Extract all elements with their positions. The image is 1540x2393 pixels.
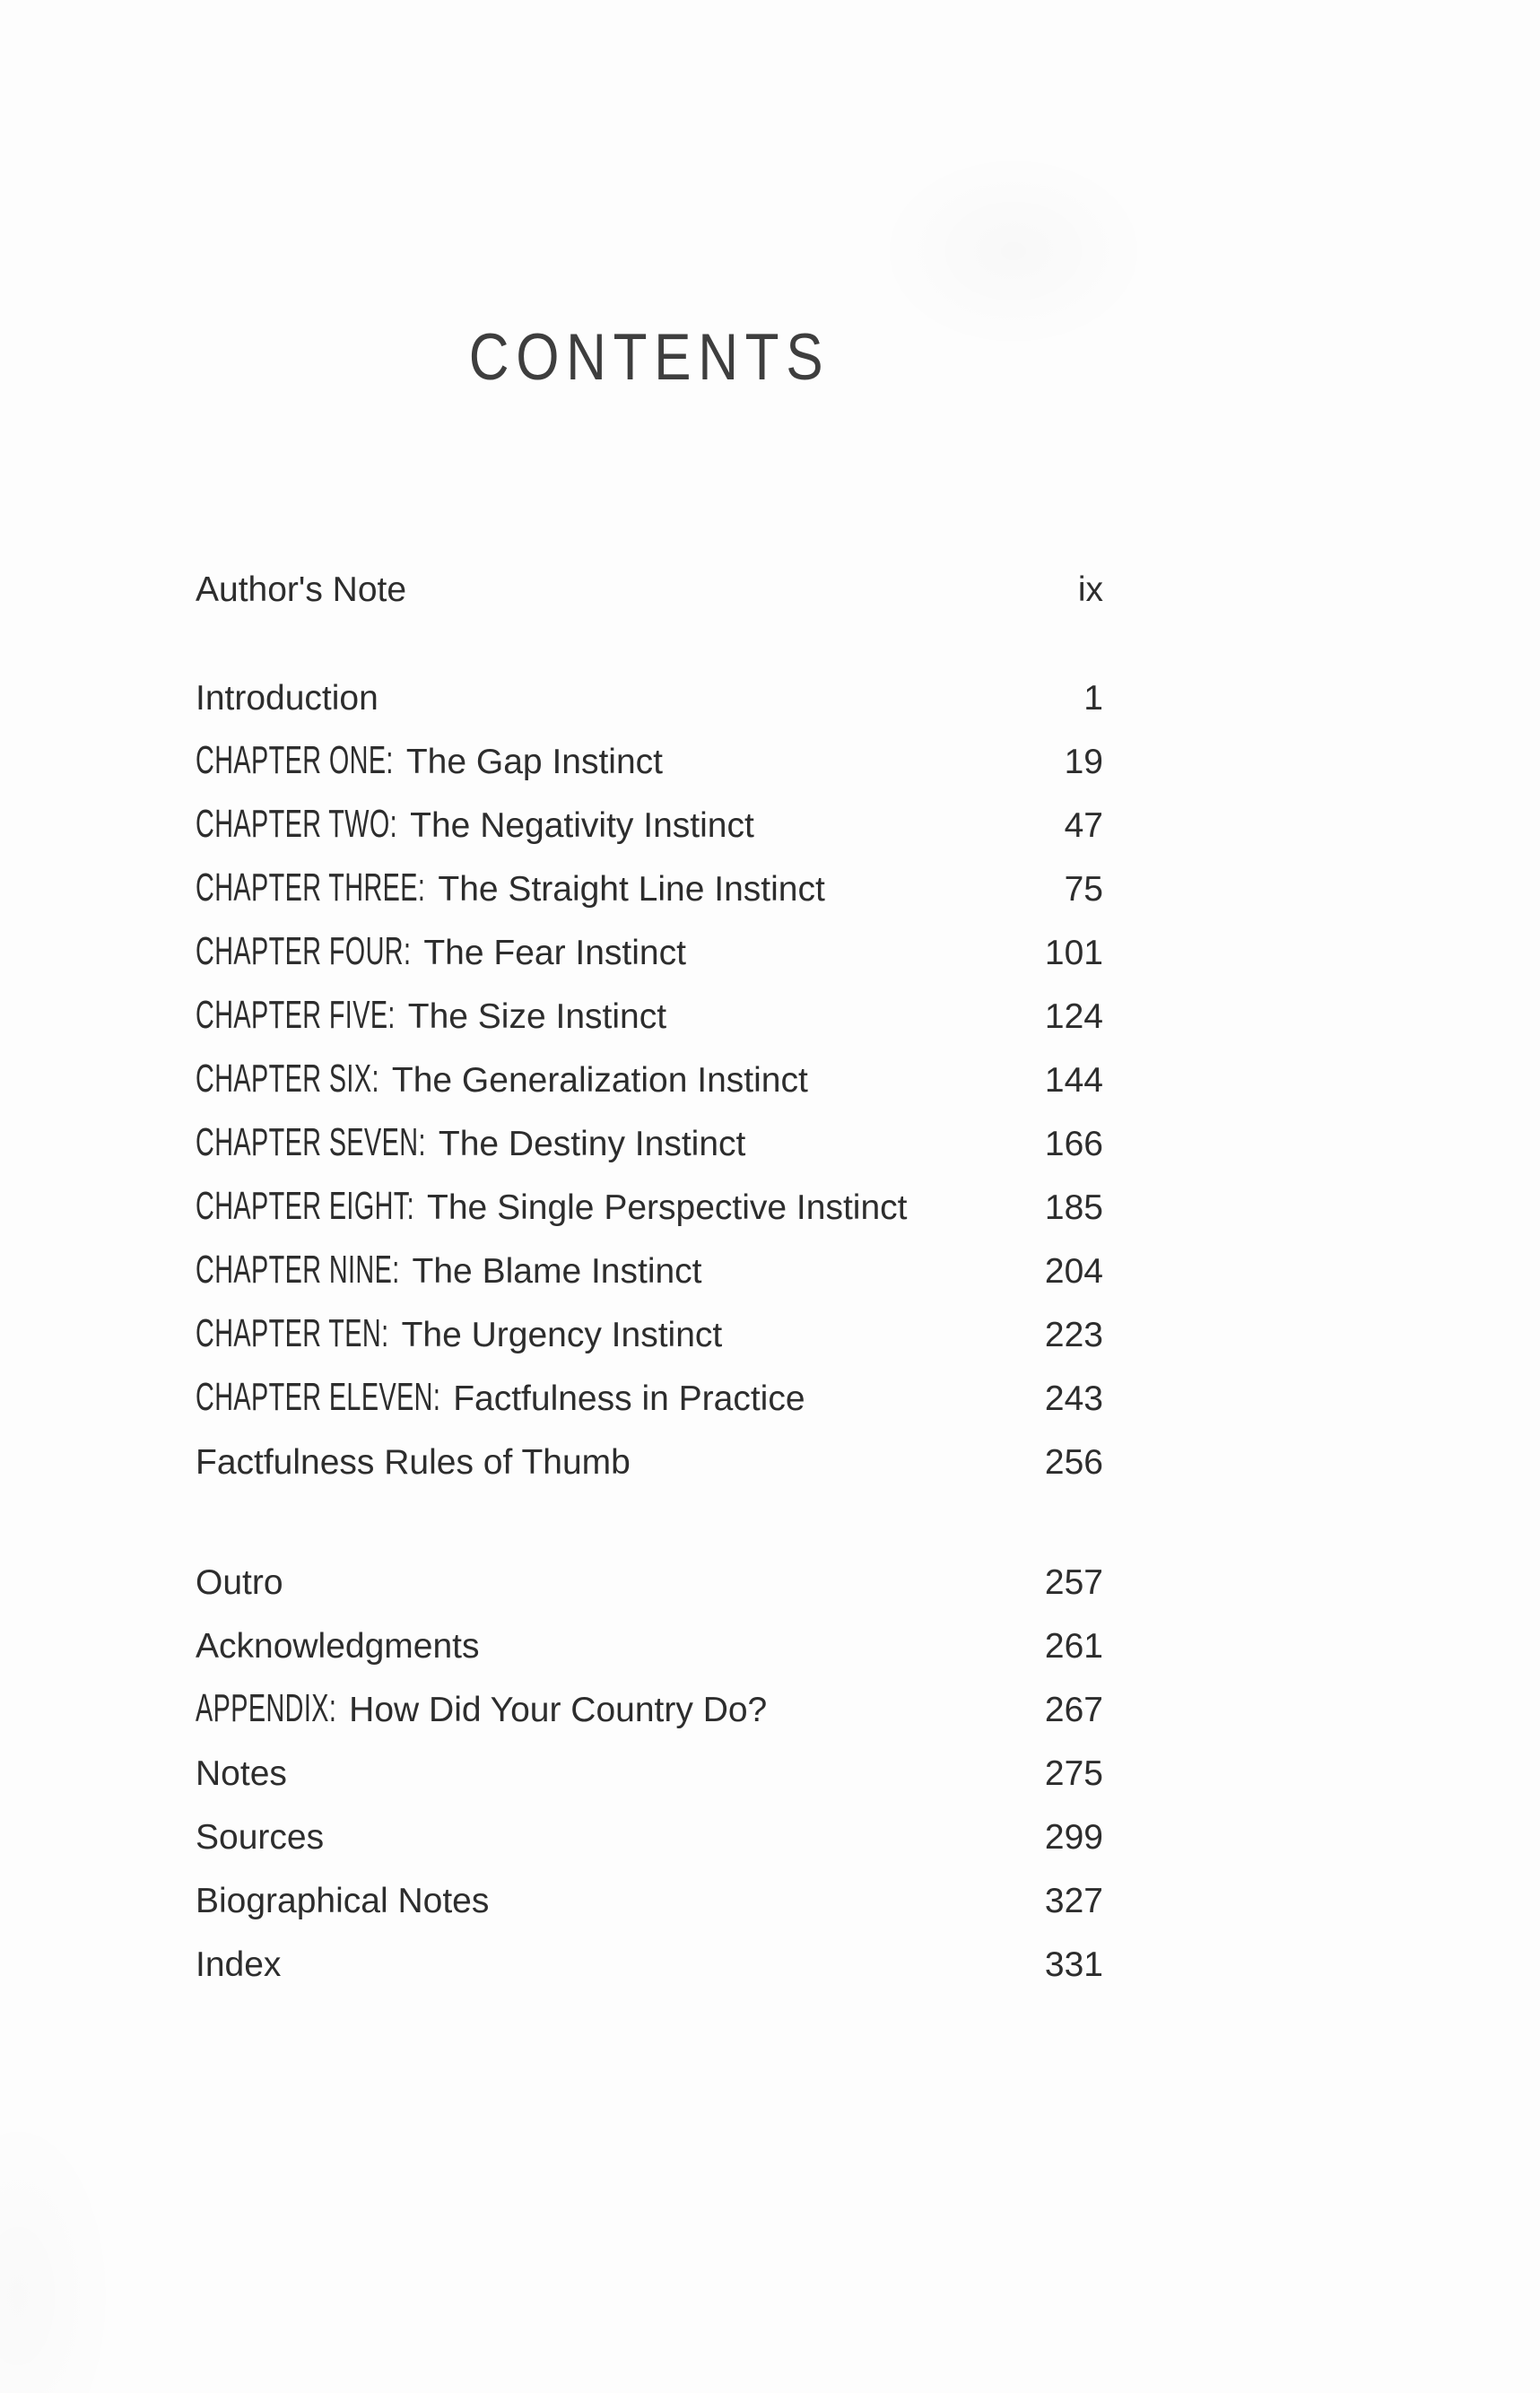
chapter-prefix: CHAPTER FIVE: — [196, 991, 396, 1037]
entry-title: Outro — [196, 1562, 283, 1602]
chapter-prefix: CHAPTER SEVEN: — [196, 1118, 426, 1164]
entry-page-number: 166 — [1044, 1124, 1103, 1163]
entry-page-number: ix — [1077, 570, 1103, 609]
entry-title: The Blame Instinct — [412, 1251, 702, 1291]
entry-page-number: 1 — [1083, 678, 1103, 718]
entry-title: The Straight Line Instinct — [438, 869, 825, 909]
toc-row — [196, 1869, 1103, 1933]
entry-title: The Gap Instinct — [405, 742, 663, 781]
entry-page-number: 256 — [1044, 1442, 1103, 1482]
entry-page-number: 257 — [1044, 1562, 1103, 1602]
toc-row — [196, 1806, 1103, 1869]
entry-title: The Single Perspective Instinct — [427, 1188, 908, 1227]
entry-title: The Fear Instinct — [423, 933, 686, 972]
chapter-prefix: APPENDIX: — [196, 1684, 337, 1730]
toc-row — [196, 1303, 1103, 1367]
entry-page-number: 204 — [1044, 1251, 1103, 1291]
toc-row — [196, 985, 1103, 1049]
entry-title: The Size Instinct — [407, 996, 667, 1036]
toc-row — [196, 857, 1103, 921]
entry-title: Introduction — [196, 678, 378, 718]
entry-page-number: 185 — [1044, 1188, 1103, 1227]
chapter-prefix: CHAPTER TEN: — [196, 1310, 389, 1355]
entry-title: Biographical Notes — [196, 1881, 490, 1920]
chapter-prefix: CHAPTER NINE: — [196, 1246, 400, 1292]
toc-row — [196, 1049, 1103, 1112]
chapter-prefix: CHAPTER ONE: — [196, 736, 394, 782]
chapter-prefix: CHAPTER EIGHT: — [196, 1182, 415, 1228]
chapter-prefix: CHAPTER THREE: — [196, 864, 426, 909]
entry-page-number: 267 — [1044, 1690, 1103, 1729]
entry-title: How Did Your Country Do? — [349, 1690, 768, 1729]
entry-page-number: 327 — [1044, 1881, 1103, 1920]
toc-row — [196, 1367, 1103, 1431]
contents-title: CONTENTS — [468, 321, 831, 394]
entry-title: Notes — [196, 1753, 287, 1793]
toc-row — [196, 1742, 1103, 1806]
entry-page-number: 19 — [1064, 742, 1103, 781]
entry-page-number: 299 — [1044, 1817, 1103, 1857]
table-of-contents — [196, 558, 1103, 1997]
toc-row — [196, 730, 1103, 794]
entry-title: The Urgency Instinct — [401, 1315, 723, 1354]
chapter-prefix: CHAPTER ELEVEN: — [196, 1373, 441, 1419]
entry-title: The Negativity Instinct — [410, 805, 754, 845]
toc-row — [196, 1112, 1103, 1176]
entry-page-number: 75 — [1064, 869, 1103, 909]
toc-row — [196, 558, 1103, 622]
entry-page-number: 331 — [1044, 1945, 1103, 1984]
entry-page-number: 243 — [1044, 1379, 1103, 1418]
entry-page-number: 261 — [1044, 1626, 1103, 1666]
chapter-prefix: CHAPTER TWO: — [196, 800, 398, 846]
entry-title: Author's Note — [196, 570, 407, 609]
toc-row — [196, 1240, 1103, 1303]
entry-title: Acknowledgments — [196, 1626, 480, 1666]
entry-title: The Destiny Instinct — [438, 1124, 746, 1163]
toc-row — [196, 1614, 1103, 1678]
toc-row — [196, 1678, 1103, 1742]
toc-row — [196, 1176, 1103, 1240]
entry-page-number: 275 — [1044, 1753, 1103, 1793]
entry-page-number: 223 — [1044, 1315, 1103, 1354]
entry-page-number: 101 — [1044, 933, 1103, 972]
entry-title: Factfulness in Practice — [453, 1379, 805, 1418]
toc-row — [196, 921, 1103, 985]
toc-row — [196, 666, 1103, 730]
chapter-prefix: CHAPTER FOUR: — [196, 927, 412, 973]
toc-row — [196, 1431, 1103, 1494]
entry-title: Sources — [196, 1817, 325, 1857]
entry-title: The Generalization Instinct — [391, 1060, 808, 1100]
entry-page-number: 47 — [1064, 805, 1103, 845]
entry-page-number: 144 — [1044, 1060, 1103, 1100]
toc-row — [196, 1933, 1103, 1997]
toc-row — [196, 1551, 1103, 1614]
entry-page-number: 124 — [1044, 996, 1103, 1036]
toc-row — [196, 794, 1103, 857]
entry-title: Factfulness Rules of Thumb — [196, 1442, 631, 1482]
entry-title: Index — [196, 1945, 282, 1984]
chapter-prefix: CHAPTER SIX: — [196, 1055, 379, 1101]
